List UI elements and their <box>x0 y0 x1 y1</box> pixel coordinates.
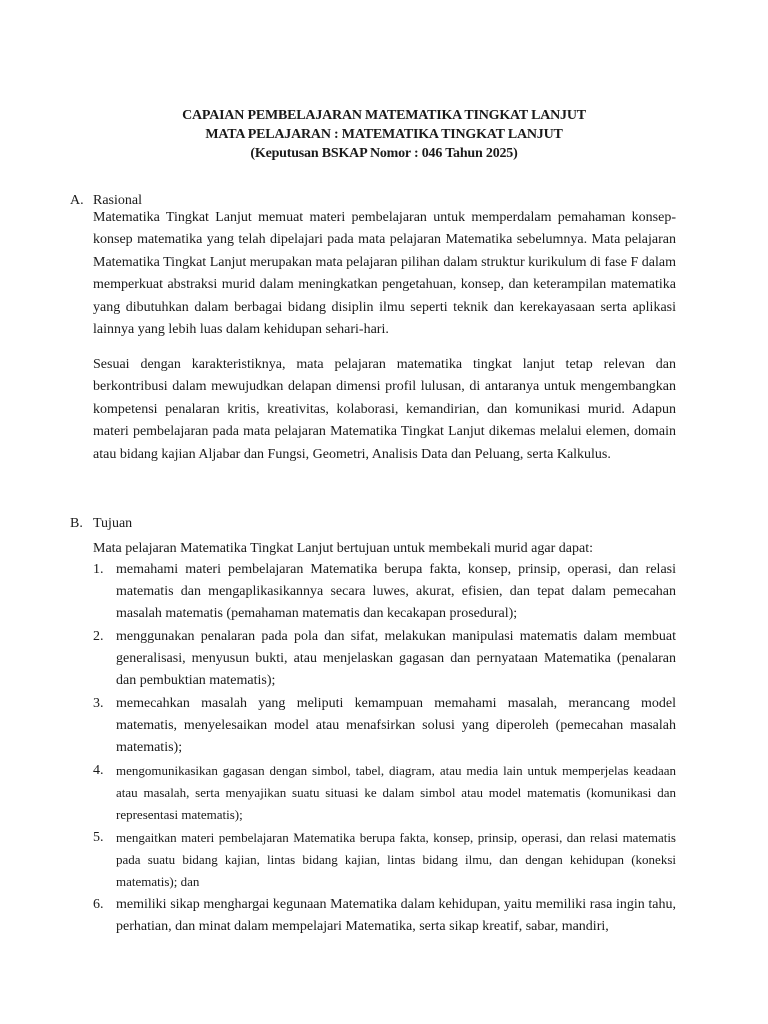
list-item <box>93 626 676 692</box>
title-line-3: (Keputusan BSKAP Nomor : 046 Tahun 2025) <box>250 146 518 161</box>
list-item <box>93 693 676 759</box>
objectives-list <box>93 559 676 938</box>
list-item-number: 3. <box>93 696 104 711</box>
list-item-number: 1. <box>93 562 104 577</box>
list-item-text: memahami materi pembelajaran Matematika berupa fakta, konsep, prinsip, operasi, dan relasi matematis dan mengaplikasikannya secara luwes, akurat, efisien, dan tepat dalam pemecahan masalah matematis (pemahaman matematis dan kecakapan prosedural); <box>116 562 676 621</box>
section-a-title: Rasional <box>93 193 142 208</box>
title-line-1: CAPAIAN PEMBELAJARAN MATEMATIKA TINGKAT LANJUT <box>182 108 586 123</box>
list-item-number: 4. <box>93 763 104 778</box>
section-b-title: Tujuan <box>93 516 133 531</box>
list-item-text: mengomunikasikan gagasan dengan simbol, tabel, diagram, atau media lain untuk memperjelas keadaan atau masalah, serta menyajikan suatu situasi ke dalam simbol atau model matematis (komunikasi dan representasi matematis); <box>116 763 676 822</box>
list-item-number: 6. <box>93 897 104 912</box>
section-a-paragraph-1: Matematika Tingkat Lanjut memuat materi pembelajaran untuk memperdalam pemahaman konsep-konsep matematika yang telah dipelajari pada mata pelajaran Matematika sebelumnya. Mata pelajaran Matematika Tingkat Lanjut merupakan mata pelajaran pilihan dalam struktur kurikulum di fase F dalam memperkuat abstraksi murid dalam meningkatkan pengetahuan, konsep, dan keterampilan matematika yang dibutuhkan dalam berbagai bidang disiplin ilmu seperti teknik dan kerekayasaan serta aplikasi lainnya yang lebih luas dalam kehidupan sehari-hari. <box>93 210 676 338</box>
list-item-text: menggunakan penalaran pada pola dan sifat, melakukan manipulasi matematis dalam membuat generalisasi, menyusun bukti, atau menjelaskan gagasan dan pernyataan Matematika (penalaran dan pembuktian matematis); <box>116 629 676 688</box>
section-b-letter: B. <box>70 516 83 531</box>
section-b-heading <box>70 514 132 533</box>
list-item-text: memiliki sikap menghargai kegunaan Matematika dalam kehidupan, yaitu memiliki rasa ingin tahu, perhatian, dan minat dalam mempelajari Matematika, serta sikap kreatif, sabar, mandiri, <box>116 897 676 934</box>
list-item-text: mengaitkan materi pembelajaran Matematika berupa fakta, konsep, prinsip, operasi, dan relasi matematis pada suatu bidang kajian, lintas bidang kajian, lintas bidang ilmu, dan dengan kehidupan (koneksi matematis); dan <box>116 830 676 889</box>
list-item-text: memecahkan masalah yang meliputi kemampuan memahami masalah, merancang model matematis, menyelesaikan model atau menafsirkan solusi yang diperoleh (pemecahan masalah matematis); <box>116 696 676 755</box>
section-b-intro: Mata pelajaran Matematika Tingkat Lanjut bertujuan untuk membekali murid agar dapat: <box>93 541 593 556</box>
title-line-2: MATA PELAJARAN : MATEMATIKA TINGKAT LANJUT <box>205 127 563 142</box>
list-item <box>93 894 676 938</box>
section-a-paragraph-2: Sesuai dengan karakteristiknya, mata pelajaran matematika tingkat lanjut tetap relevan dan berkontribusi dalam mewujudkan delapan dimensi profil lulusan, di antaranya untuk mengembangkan kompetensi penalaran kritis, kreativitas, kolaborasi, kemandirian, dan komunikasi murid. Adapun materi pembelajaran pada mata pelajaran Matematika Tingkat Lanjut dikemas melalui elemen, domain atau bidang kajian Aljabar dan Fungsi, Geometri, Analisis Data dan Peluang, serta Kalkulus. <box>93 357 676 462</box>
document-title <box>0 106 768 163</box>
section-a-letter: A. <box>70 193 84 208</box>
list-item <box>93 760 676 826</box>
list-item-number: 5. <box>93 830 104 845</box>
list-item <box>93 559 676 625</box>
list-item-number: 2. <box>93 629 104 644</box>
list-item <box>93 827 676 893</box>
